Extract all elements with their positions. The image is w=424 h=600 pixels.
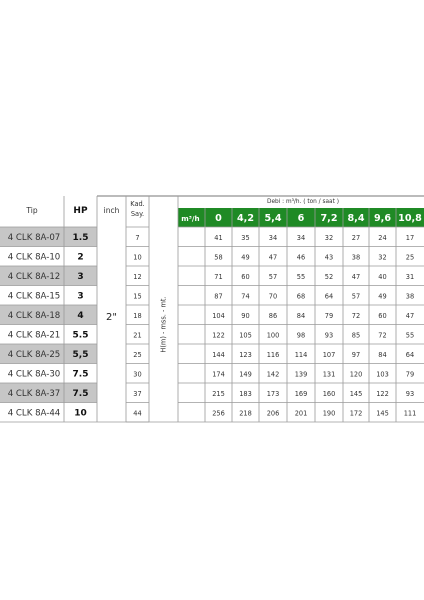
hp-cell: 3 — [77, 291, 84, 302]
head-value-cell: 160 — [322, 389, 336, 398]
hp-cell: 4 — [77, 310, 84, 321]
hp-column-header: HP — [73, 206, 88, 216]
stages-cell: 21 — [133, 331, 142, 340]
head-value-cell: 256 — [212, 409, 225, 418]
hp-cell: 5.5 — [72, 330, 89, 341]
head-value-cell: 35 — [241, 233, 250, 242]
flow-value-header: 7,2 — [320, 213, 338, 224]
head-value-cell: 122 — [212, 331, 225, 340]
head-value-cell: 104 — [212, 311, 225, 320]
head-value-cell: 49 — [241, 253, 250, 262]
head-value-cell: 68 — [296, 292, 306, 301]
head-value-cell: 64 — [324, 292, 334, 301]
stages-cell: 7 — [135, 233, 140, 242]
tip-cell: 4 CLK 8A-15 — [7, 291, 61, 302]
flow-value-header: 5,4 — [264, 213, 282, 224]
head-value-cell: 32 — [324, 233, 334, 242]
head-value-cell: 169 — [294, 389, 308, 398]
head-value-cell: 84 — [296, 311, 306, 320]
inch-value: 2" — [106, 312, 117, 323]
head-value-cell: 172 — [349, 409, 363, 418]
stages-header-line2: Say. — [130, 210, 145, 218]
head-value-cell: 116 — [266, 350, 280, 359]
head-value-cell: 24 — [378, 233, 387, 242]
head-value-cell: 145 — [376, 409, 389, 418]
head-value-cell: 74 — [241, 292, 250, 301]
head-value-cell: 85 — [351, 331, 361, 340]
tip-cell: 4 CLK 8A-21 — [7, 330, 61, 341]
head-value-cell: 183 — [239, 389, 252, 398]
head-value-cell: 84 — [378, 350, 387, 359]
head-value-cell: 120 — [349, 370, 363, 379]
hp-cell: 5,5 — [72, 349, 89, 360]
hp-cell: 1.5 — [72, 232, 89, 243]
head-value-cell: 25 — [405, 253, 415, 262]
flow-value-header: 9,6 — [374, 213, 391, 224]
tip-cell: 4 CLK 8A-10 — [7, 252, 61, 263]
head-value-cell: 72 — [378, 331, 387, 340]
head-value-cell: 46 — [296, 253, 306, 262]
head-value-cell: 60 — [241, 272, 250, 281]
stages-header-line1: Kad. — [130, 200, 145, 208]
head-value-cell: 107 — [322, 350, 336, 359]
head-value-cell: 41 — [214, 233, 223, 242]
tip-cell: 4 CLK 8A-07 — [7, 232, 61, 243]
head-value-cell: 111 — [403, 409, 417, 418]
head-value-cell: 52 — [324, 272, 334, 281]
tip-cell: 4 CLK 8A-30 — [7, 369, 61, 380]
stages-cell: 25 — [133, 350, 142, 359]
flow-title: Debi : m³/h. ( ton / saat ) — [267, 199, 339, 205]
hp-cell: 10 — [74, 408, 87, 419]
head-value-cell: 34 — [296, 233, 306, 242]
head-value-cell: 100 — [266, 331, 280, 340]
head-value-cell: 114 — [294, 350, 308, 359]
head-value-cell: 190 — [322, 409, 336, 418]
head-value-cell: 98 — [296, 331, 306, 340]
head-value-cell: 144 — [212, 350, 225, 359]
head-value-cell: 58 — [214, 253, 223, 262]
head-value-cell: 27 — [351, 233, 361, 242]
head-value-cell: 122 — [376, 389, 389, 398]
head-value-cell: 79 — [405, 370, 415, 379]
hp-cell: 7.5 — [72, 388, 89, 399]
head-value-cell: 149 — [239, 370, 252, 379]
head-value-cell: 201 — [294, 409, 308, 418]
head-value-cell: 173 — [266, 389, 280, 398]
head-value-cell: 206 — [266, 409, 280, 418]
head-value-cell: 123 — [239, 350, 252, 359]
head-value-cell: 105 — [239, 331, 252, 340]
head-value-cell: 97 — [351, 350, 361, 359]
head-value-cell: 55 — [296, 272, 306, 281]
head-value-cell: 64 — [405, 350, 415, 359]
flow-value-header: 8,4 — [347, 213, 365, 224]
head-value-cell: 72 — [351, 311, 361, 320]
head-value-cell: 57 — [268, 272, 278, 281]
head-value-cell: 71 — [214, 272, 223, 281]
head-value-cell: 47 — [351, 272, 361, 281]
head-value-cell: 87 — [214, 292, 223, 301]
head-value-cell: 47 — [268, 253, 278, 262]
head-value-cell: 38 — [405, 292, 415, 301]
stages-cell: 44 — [133, 409, 142, 418]
head-value-cell: 47 — [405, 311, 415, 320]
head-value-cell: 142 — [266, 370, 280, 379]
head-value-cell: 93 — [324, 331, 334, 340]
stages-cell: 30 — [133, 370, 142, 379]
hp-cell: 2 — [77, 252, 84, 263]
flow-value-header: 6 — [297, 213, 305, 224]
flow-value-header: 4,2 — [237, 213, 254, 224]
head-value-cell: 60 — [378, 311, 387, 320]
head-value-cell: 86 — [268, 311, 278, 320]
inch-column-header: inch — [103, 206, 120, 215]
head-value-cell: 218 — [239, 409, 252, 418]
head-value-cell: 174 — [212, 370, 225, 379]
head-value-cell: 43 — [324, 253, 334, 262]
flow-unit-label: m³/h — [181, 214, 200, 223]
head-value-cell: 38 — [351, 253, 361, 262]
head-value-cell: 131 — [322, 370, 336, 379]
head-value-cell: 79 — [324, 311, 334, 320]
head-unit-label: H(m) - mss. - mt. — [159, 296, 168, 353]
stages-cell: 10 — [133, 253, 142, 262]
hp-cell: 7.5 — [72, 369, 89, 380]
head-value-cell: 215 — [212, 389, 225, 398]
head-value-cell: 55 — [405, 331, 415, 340]
head-value-cell: 103 — [376, 370, 389, 379]
tip-cell: 4 CLK 8A-12 — [7, 271, 61, 282]
stages-cell: 18 — [133, 311, 142, 320]
flow-value-header: 0 — [215, 213, 222, 224]
stages-cell: 15 — [133, 292, 142, 301]
head-value-cell: 145 — [349, 389, 363, 398]
tip-column-header: Tip — [26, 206, 38, 215]
head-value-cell: 49 — [378, 292, 387, 301]
head-value-cell: 40 — [378, 272, 387, 281]
flow-value-header: 10,8 — [398, 213, 422, 224]
stages-cell: 37 — [133, 389, 142, 398]
head-value-cell: 34 — [268, 233, 278, 242]
tip-cell: 4 CLK 8A-37 — [7, 388, 61, 399]
head-value-cell: 17 — [405, 233, 415, 242]
tip-cell: 4 CLK 8A-25 — [7, 349, 61, 360]
tip-cell: 4 CLK 8A-18 — [7, 310, 61, 321]
head-value-cell: 70 — [268, 292, 278, 301]
head-value-cell: 57 — [351, 292, 361, 301]
head-value-cell: 93 — [405, 389, 415, 398]
head-value-cell: 139 — [294, 370, 308, 379]
head-value-cell: 31 — [405, 272, 415, 281]
stages-cell: 12 — [133, 272, 142, 281]
head-value-cell: 32 — [378, 253, 387, 262]
hp-cell: 3 — [77, 271, 84, 282]
tip-cell: 4 CLK 8A-44 — [7, 408, 61, 419]
head-value-cell: 90 — [241, 311, 250, 320]
